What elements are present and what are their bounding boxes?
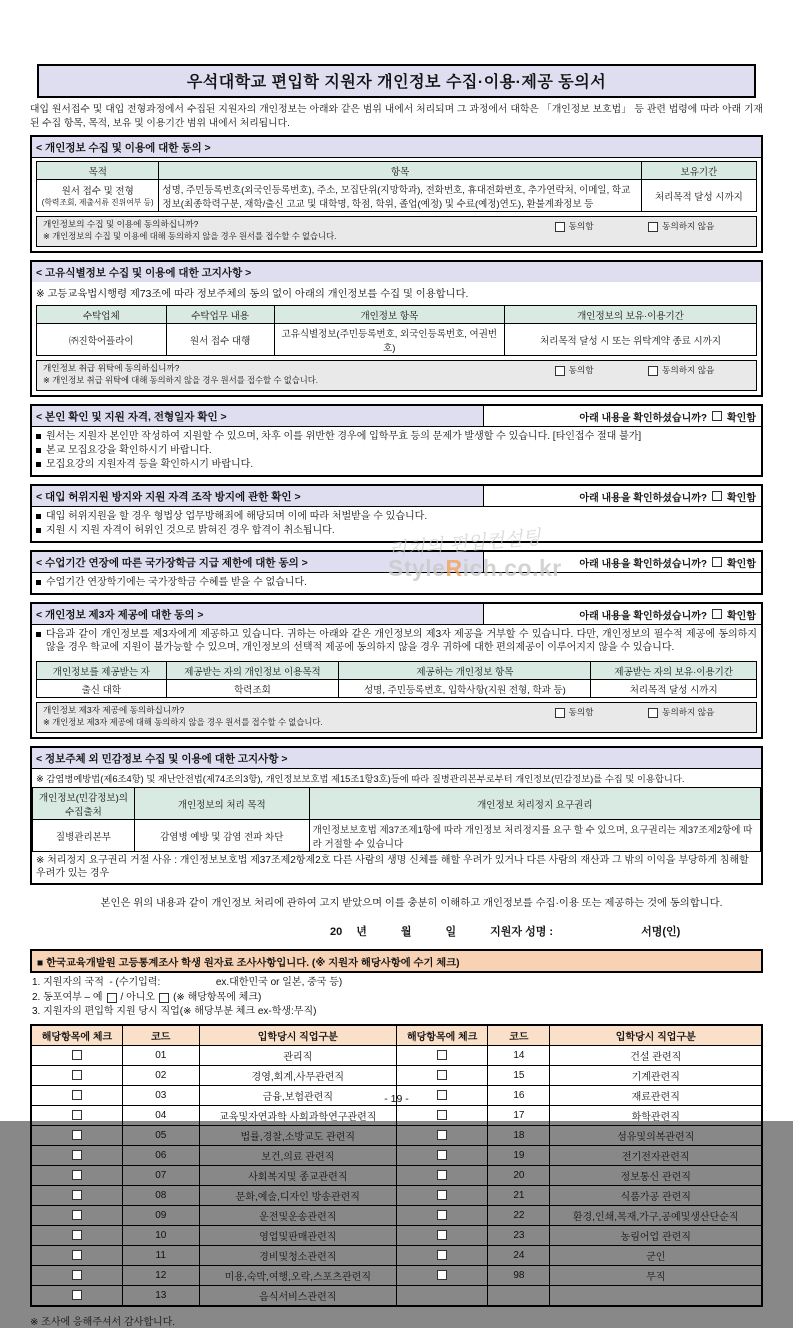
job-check-cell — [396, 1225, 487, 1245]
bullet-icon — [36, 434, 41, 439]
applicant-name-label: 지원자 성명 : — [490, 926, 554, 938]
col-header-job-right: 입학당시 직업구분 — [550, 1025, 762, 1046]
sensitive-info-table — [32, 787, 761, 852]
disagree-label: 동의하지 않음 — [662, 221, 715, 231]
job-check-cell — [396, 1105, 487, 1125]
job-code-cell: 03 — [122, 1085, 199, 1105]
job-code-cell: 19 — [488, 1145, 550, 1165]
disagree-checkbox[interactable] — [648, 708, 658, 718]
confirm-area — [484, 486, 761, 506]
job-code-cell: 07 — [122, 1165, 199, 1185]
table-row — [37, 180, 757, 212]
bullet-text: 모집요강의 지원자격 등을 확인하시기 바랍니다. — [46, 459, 254, 470]
job-label-cell: 경영,회계,사무관련직 — [199, 1065, 396, 1085]
job-label-cell: 교육및자연과학 사회과학연구관련직 — [199, 1105, 396, 1125]
confirm-label: 확인함 — [727, 558, 756, 570]
survey-banner: ■ 한국교육개발원 고등통계조사 학생 원자료 조사사항입니다. (※ 지원자 해당사항에 수기 체크) — [30, 949, 763, 973]
bullet-icon — [36, 448, 41, 453]
table-row — [37, 324, 757, 356]
bullet-text: 본교 모집요강을 확인하시기 바랍니다. — [46, 445, 212, 456]
section4-title: < 대입 허위지원 방지와 지원 자격 조작 방지에 관한 확인 > — [32, 486, 484, 506]
job-check-cell — [31, 1065, 122, 1085]
recipient-cell: 출신 대학 — [37, 680, 167, 698]
job-label-cell — [550, 1285, 762, 1306]
watermark-brand-suffix: ich.co.kr — [462, 555, 562, 581]
personal-info-table — [36, 161, 757, 212]
job-code-cell: 09 — [122, 1205, 199, 1225]
retention-cell: 처리목적 달성 시까지 — [641, 180, 756, 212]
job-code-cell: 16 — [488, 1085, 550, 1105]
job-check-cell — [31, 1205, 122, 1225]
job-code-cell: 20 — [488, 1165, 550, 1185]
job-check-cell — [31, 1225, 122, 1245]
agree-checkbox[interactable] — [555, 366, 565, 376]
job-code-cell: 08 — [122, 1185, 199, 1205]
bullet-icon — [36, 528, 41, 533]
job-table-row — [31, 1125, 762, 1145]
job-code-cell: 01 — [122, 1045, 199, 1065]
survey-item2-prefix: 2. 동포여부 – 예 — [32, 991, 103, 1003]
section1-header — [32, 137, 761, 158]
consent-note: ※ 개인정보 제3자 제공에 대해 동의하지 않을 경우 원서를 접수할 수 없습니다. — [43, 716, 323, 727]
job-check-cell — [31, 1125, 122, 1145]
job-check-cell — [31, 1265, 122, 1285]
job-check-cell — [31, 1105, 122, 1125]
job-label-cell: 문화,예술,디자인 방송관련직 — [199, 1185, 396, 1205]
confirm-area — [484, 604, 761, 624]
bullet-icon — [36, 462, 41, 467]
job-label-cell: 정보통신 관련직 — [550, 1165, 762, 1185]
agree-label: 동의함 — [568, 365, 594, 375]
job-code-cell: 98 — [488, 1265, 550, 1285]
col-header-retention: 보유기간 — [641, 162, 756, 180]
job-label-cell: 화학관련직 — [550, 1105, 762, 1125]
job-table-row — [31, 1285, 762, 1306]
job-code-cell: 17 — [488, 1105, 550, 1125]
job-code-cell: 10 — [122, 1225, 199, 1245]
job-checkbox[interactable] — [72, 1150, 82, 1160]
job-code-cell: 18 — [488, 1125, 550, 1145]
section5-header — [32, 552, 761, 573]
consent-question: 개인정보의 수집 및 이용에 동의하십니까? — [43, 219, 199, 229]
items-cell: 성명, 주민등록번호(외국인등록번호), 주소, 모집단위(지망학과), 전화번호, 휴대전화번호, 추가연락처, 이메일, 학교정보(최종학력구분, 재학/출신 고교 및 대학명, 학점, 학위, 졸업(예정) 및 수료(예정)연도), 환불계좌정보 등 — [159, 180, 641, 212]
section3-title: < 본인 확인 및 지원 자격, 전형일자 확인 > — [32, 406, 484, 426]
section2-title: < 고유식별정보 수집 및 이용에 대한 고지사항 > — [32, 262, 761, 282]
job-check-cell — [396, 1045, 487, 1065]
job-label-cell: 환경,인쇄,목재,가구,공예및생산단순직 — [550, 1205, 762, 1225]
job-checkbox[interactable] — [72, 1110, 82, 1120]
disagree-option — [648, 221, 714, 233]
job-checkbox[interactable] — [437, 1170, 447, 1180]
job-checkbox[interactable] — [437, 1130, 447, 1140]
agree-option — [555, 707, 594, 719]
job-code-cell: 14 — [488, 1045, 550, 1065]
survey-item2-mid: / 아니오 — [120, 991, 156, 1003]
info-items-cell: 고유식별정보(주민등록번호, 외국인등록번호, 여권번호) — [274, 324, 504, 356]
job-table-row — [31, 1045, 762, 1065]
job-check-cell — [31, 1185, 122, 1205]
job-label-cell: 건설 관련직 — [550, 1045, 762, 1065]
job-code-cell — [488, 1285, 550, 1306]
job-label-cell: 재료관련직 — [550, 1085, 762, 1105]
section6-bullets — [32, 625, 761, 658]
page-number: - 19 - — [384, 1093, 409, 1105]
job-check-cell — [396, 1145, 487, 1165]
job-label-cell: 음식서비스관련직 — [199, 1285, 396, 1306]
section7-note: ※ 감염병예방법(제6조4항) 및 재난안전법(제74조의3항), 개인정보보호법 제15조1항3호)등에 따라 질병관리본부로부터 개인정보(민감정보)를 수집 및 이용합니다. — [36, 774, 685, 784]
job-table-row — [31, 1245, 762, 1265]
job-check-cell — [396, 1205, 487, 1225]
job-label-cell: 사회복지및 종교관련직 — [199, 1165, 396, 1185]
job-check-cell — [31, 1145, 122, 1165]
confirm-checkbox[interactable] — [712, 557, 722, 567]
job-label-cell: 식품가공 관련직 — [550, 1185, 762, 1205]
job-label-cell: 영업및판매관련직 — [199, 1225, 396, 1245]
agree-option — [555, 221, 594, 233]
job-code-cell: 22 — [488, 1205, 550, 1225]
job-checkbox[interactable] — [437, 1110, 447, 1120]
job-label-cell: 법률,경찰,소방교도 관련직 — [199, 1125, 396, 1145]
disagree-option — [648, 365, 714, 377]
consent-bar-third-party — [36, 702, 757, 733]
section-identity-check — [30, 404, 763, 477]
job-table-row — [31, 1185, 762, 1205]
bullet-text: 지원 시 지원 자격이 허위인 것으로 밝혀진 경우 합격이 취소됩니다. — [46, 525, 335, 536]
job-checkbox[interactable] — [72, 1250, 82, 1260]
table-row — [37, 680, 757, 698]
purpose-line1: 원서 접수 및 전형 — [61, 186, 134, 197]
agree-checkbox[interactable] — [555, 708, 565, 718]
agree-label: 동의함 — [568, 707, 594, 717]
disagree-label: 동의하지 않음 — [662, 365, 715, 375]
diaspora-yes-checkbox[interactable] — [107, 993, 117, 1003]
job-table-row — [31, 1265, 762, 1285]
section6-header — [32, 604, 761, 625]
col-header-check-left: 해당항목에 체크 — [31, 1025, 122, 1046]
consent-question: 개인정보 제3자 제공에 동의하십니까? — [43, 705, 185, 715]
job-code-cell: 13 — [122, 1285, 199, 1306]
confirm-label: 확인함 — [727, 412, 756, 424]
bullet-text: 수업기간 연장학기에는 국가장학금 수혜를 받을 수 없습니다. — [46, 577, 307, 588]
section-personal-info-consent — [30, 135, 763, 253]
col-header-code-right: 코드 — [488, 1025, 550, 1046]
watermark-brand-accent: R — [445, 555, 463, 581]
job-code-cell: 06 — [122, 1145, 199, 1165]
job-label-cell: 미용,숙박,여행,오락,스포츠관련직 — [199, 1265, 396, 1285]
job-table-row — [31, 1065, 762, 1085]
disagree-label: 동의하지 않음 — [662, 707, 715, 717]
col-header-source: 개인정보(민감정보)의 수집출처 — [33, 788, 135, 820]
job-code-cell: 15 — [488, 1065, 550, 1085]
section-false-application — [30, 484, 763, 543]
job-checkbox[interactable] — [437, 1230, 447, 1240]
occupation-table — [30, 1024, 763, 1307]
job-table-row — [31, 1225, 762, 1245]
job-checkbox[interactable] — [72, 1270, 82, 1280]
agree-label: 동의함 — [568, 221, 594, 231]
job-code-cell: 04 — [122, 1105, 199, 1125]
job-check-cell — [31, 1285, 122, 1306]
job-check-cell — [396, 1265, 487, 1285]
job-check-cell — [396, 1285, 487, 1306]
job-code-cell: 12 — [122, 1265, 199, 1285]
col-header-stop-right: 개인정보 처리정지 요구권리 — [309, 788, 760, 820]
job-checkbox[interactable] — [437, 1270, 447, 1280]
refusal-note: ※ 처리정지 요구권리 거절 사유 : 개인정보보호법 제37조제2항제2호 다른 사람의 생명 신체를 해할 우려가 있거나 다른 사람의 재산과 그 밖의 이익을 부당하게 침해할 우려가 있는 경우 — [36, 855, 749, 879]
section7-title: < 정보주체 외 민감정보 수집 및 이용에 대한 고지사항 > — [32, 748, 761, 768]
confirm-checkbox[interactable] — [712, 609, 722, 619]
confirm-question: 아래 내용을 확인하셨습니까? — [579, 492, 708, 504]
disagree-checkbox[interactable] — [648, 222, 658, 232]
job-label-cell: 관리직 — [199, 1045, 396, 1065]
job-code-cell: 21 — [488, 1185, 550, 1205]
section7-header — [32, 748, 761, 769]
job-table-row — [31, 1105, 762, 1125]
agree-checkbox[interactable] — [555, 222, 565, 232]
bullet-text: 대입 허위지원을 할 경우 형법상 업무방해죄에 해당되며 이에 따라 처벌받을 수 있습니다. — [46, 511, 428, 522]
job-checkbox[interactable] — [72, 1210, 82, 1220]
table-row — [33, 820, 761, 852]
survey-item-diaspora — [32, 991, 763, 1006]
watermark-brand-prefix: Style — [388, 555, 446, 581]
day-label: 일 — [445, 926, 457, 938]
sign-label: 서명(인) — [641, 926, 681, 938]
job-label-cell: 무직 — [550, 1265, 762, 1285]
bullet-icon — [36, 514, 41, 519]
consent-question: 개인정보 취급 위탁에 동의하십니까? — [43, 363, 180, 373]
confirm-area — [484, 406, 761, 426]
third-party-table — [36, 661, 757, 698]
job-checkbox[interactable] — [72, 1290, 82, 1300]
retention-period-cell: 처리목적 달성 시 또는 위탁계약 종료 시까지 — [504, 324, 756, 356]
job-label-cell: 경비및청소관련직 — [199, 1245, 396, 1265]
bullet-text: 원서는 지원자 본인만 작성하여 지원할 수 있으며, 차후 이를 위반한 경우에 입학무효 등의 문제가 발생할 수 있습니다. [타인접수 절대 불가] — [46, 431, 642, 442]
watermark-script-text: 리치의 편입컨설팅 — [387, 526, 542, 562]
col-header-items: 항목 — [159, 162, 641, 180]
job-label-cell: 금융,보험관련직 — [199, 1085, 396, 1105]
bullet-text: 다음과 같이 개인정보를 제3자에게 제공하고 있습니다. 귀하는 아래와 같은 개인정보의 제3자 제공을 거부할 수 있습니다. 다만, 개인정보의 필수적 제공에 동의하지 않을 경우 학교에 지원이 불가능할 수 있으며, 개인정보의 선택적 제공에 동의하지 않을 경우 귀하에 대한 편의제공이 이루어지지 않을 수 있습니다. — [46, 629, 757, 653]
provided-items-cell: 성명, 주민등록번호, 입학사항(지원 전형, 학과 등) — [339, 680, 591, 698]
month-label: 월 — [400, 926, 412, 938]
section5-bullets — [32, 573, 761, 593]
job-check-cell — [396, 1185, 487, 1205]
disagree-checkbox[interactable] — [648, 366, 658, 376]
signature-row — [30, 923, 763, 939]
year-label: 년 — [356, 926, 367, 938]
confirm-area — [484, 552, 761, 572]
consent-note: ※ 개인정보의 수집 및 이용에 대해 동의하지 않을 경우 원서를 접수할 수 없습니다. — [43, 230, 337, 241]
job-label-cell: 전기전자관련직 — [550, 1145, 762, 1165]
agree-option — [555, 365, 594, 377]
col-header-task: 수탁업무 내용 — [166, 306, 274, 324]
col-header-recipient-retention: 제공받는 자의 보유·이용기간 — [591, 662, 757, 680]
job-check-cell — [396, 1245, 487, 1265]
year-prefix: 20 — [330, 926, 343, 938]
job-table-row — [31, 1145, 762, 1165]
survey-item1-text: 1. 지원자의 국적 - (수기입력: ex.대한민국 or 일본, 중국 등) — [32, 977, 343, 988]
section-third-party — [30, 602, 763, 739]
declaration-text: 본인은 위의 내용과 같이 개인정보 처리에 관하여 고지 받았으며 이를 충분히 이해하고 개인정보를 수집·이용 또는 제공하는 것에 동의합니다. — [100, 898, 723, 909]
job-check-cell — [396, 1065, 487, 1085]
consent-bar-outsourcing — [36, 360, 757, 391]
job-code-cell: 02 — [122, 1065, 199, 1085]
job-checkbox[interactable] — [437, 1250, 447, 1260]
survey-item3-text: 3. 지원자의 편입학 지원 당시 직업(※ 해당부분 체크 ex-학생:무직) — [32, 1006, 317, 1017]
disagree-option — [648, 707, 714, 719]
job-check-cell — [396, 1125, 487, 1145]
col-header-provided-items: 제공하는 개인정보 항목 — [339, 662, 591, 680]
job-label-cell: 섬유및의복관련직 — [550, 1125, 762, 1145]
section4-header — [32, 486, 761, 507]
confirm-label: 확인함 — [727, 492, 756, 504]
survey-item-nationality — [32, 976, 763, 991]
section2-header — [32, 262, 761, 282]
confirm-checkbox[interactable] — [712, 491, 722, 501]
section6-title: < 개인정보 제3자 제공에 대한 동의 > — [32, 604, 484, 624]
section2-note: ※ 고등교육법시행령 제73조에 따라 정보주체의 동의 없이 아래의 개인정보를 수집 및 이용합니다. — [36, 289, 469, 300]
col-header-check-right: 해당항목에 체크 — [396, 1025, 487, 1046]
section5-title: < 수업기간 연장에 따른 국가장학금 지급 제한에 대한 동의 > — [32, 552, 484, 572]
survey-item2-suffix: (※ 해당항목에 체크) — [173, 991, 262, 1003]
col-header-purpose: 목적 — [37, 162, 159, 180]
confirm-question: 아래 내용을 확인하셨습니까? — [579, 412, 708, 424]
confirm-question: 아래 내용을 확인하셨습니까? — [579, 610, 708, 622]
trustee-cell: ㈜진학어플라이 — [37, 324, 167, 356]
section3-header — [32, 406, 761, 427]
confirm-checkbox[interactable] — [712, 411, 722, 421]
job-table-row — [31, 1205, 762, 1225]
job-check-cell — [31, 1245, 122, 1265]
job-checkbox[interactable] — [437, 1190, 447, 1200]
job-checkbox[interactable] — [437, 1150, 447, 1160]
col-header-info-items: 개인정보 항목 — [274, 306, 504, 324]
col-header-job-left: 입학당시 직업구분 — [199, 1025, 396, 1046]
col-header-processing-purpose: 개인정보의 처리 목적 — [134, 788, 309, 820]
job-checkbox[interactable] — [437, 1210, 447, 1220]
diaspora-no-checkbox[interactable] — [159, 993, 169, 1003]
processing-purpose-cell: 감염병 예방 및 감염 전파 차단 — [134, 820, 309, 852]
job-check-cell — [31, 1045, 122, 1065]
col-header-recipient: 개인정보를 제공받는 자 — [37, 662, 167, 680]
bullet-icon — [36, 580, 41, 585]
col-header-retention-period: 개인정보의 보유·이용기간 — [504, 306, 756, 324]
section-unique-id-notice — [30, 260, 763, 397]
outsourcing-table — [36, 305, 757, 356]
section4-bullets — [32, 507, 761, 541]
job-label-cell: 기계관련직 — [550, 1065, 762, 1085]
job-code-cell: 11 — [122, 1245, 199, 1265]
confirm-label: 확인함 — [727, 610, 756, 622]
job-label-cell: 농림어업 관련직 — [550, 1225, 762, 1245]
recipient-retention-cell: 처리목적 달성 시까지 — [591, 680, 757, 698]
job-label-cell: 보건,의료 관련직 — [199, 1145, 396, 1165]
job-checkbox[interactable] — [437, 1050, 447, 1060]
intro-paragraph: 대입 원서접수 및 대입 전형과정에서 수집된 지원자의 개인정보는 아래와 같은 범위 내에서 처리되며 그 과정에서 대학은 「개인정보 보호법」 등 관련 법령에 따라 아래 기재된 수집 항목, 목적, 보유 및 이용기간 범위 내에서 처리됩니다. — [30, 104, 763, 129]
job-checkbox[interactable] — [72, 1130, 82, 1140]
job-check-cell — [396, 1165, 487, 1185]
job-code-cell: 23 — [488, 1225, 550, 1245]
job-code-cell: 05 — [122, 1125, 199, 1145]
job-table-row — [31, 1165, 762, 1185]
stop-right-cell: 개인정보보호법 제37조제1항에 따라 개인정보 처리정지를 요구 할 수 있으며, 요구권리는 제37조제2항에 따라 거절할 수 있습니다 — [309, 820, 760, 852]
survey-items — [32, 976, 763, 1020]
confirm-question: 아래 내용을 확인하셨습니까? — [579, 558, 708, 570]
job-checkbox[interactable] — [437, 1070, 447, 1080]
thanks-note: ※ 조사에 응해주셔서 감사합니다. — [30, 1316, 176, 1328]
consent-note: ※ 개인정보 취급 위탁에 대해 동의하지 않을 경우 원서를 접수할 수 없습니다. — [43, 374, 319, 385]
job-check-cell — [31, 1165, 122, 1185]
purpose-cell — [37, 180, 159, 212]
survey-item-occupation — [32, 1005, 763, 1020]
purpose-line2: (학력조회, 제출서류 진위여부 등) — [41, 198, 154, 207]
job-checkbox[interactable] — [72, 1190, 82, 1200]
job-label-cell: 군인 — [550, 1245, 762, 1265]
job-checkbox[interactable] — [72, 1070, 82, 1080]
bullet-icon — [36, 632, 41, 637]
col-header-use-purpose: 제공받는 자의 개인정보 이용목적 — [166, 662, 339, 680]
section3-bullets — [32, 427, 761, 475]
section-sensitive-info — [30, 746, 763, 885]
job-checkbox[interactable] — [72, 1230, 82, 1240]
col-header-trustee: 수탁업체 — [37, 306, 167, 324]
section1-title: < 개인정보 수집 및 이용에 대한 동의 > — [32, 137, 761, 157]
use-purpose-cell: 학력조회 — [166, 680, 339, 698]
job-checkbox[interactable] — [72, 1170, 82, 1180]
job-code-cell: 24 — [488, 1245, 550, 1265]
consent-bar-collection — [36, 216, 757, 247]
col-header-code-left: 코드 — [122, 1025, 199, 1046]
section-scholarship-limit — [30, 550, 763, 595]
job-checkbox[interactable] — [72, 1050, 82, 1060]
page-title: 우석대학교 편입학 지원자 개인정보 수집·이용·제공 동의서 — [37, 64, 756, 98]
source-cell: 질병관리본부 — [33, 820, 135, 852]
task-cell: 원서 접수 대행 — [166, 324, 274, 356]
job-label-cell: 운전및운송관련직 — [199, 1205, 396, 1225]
